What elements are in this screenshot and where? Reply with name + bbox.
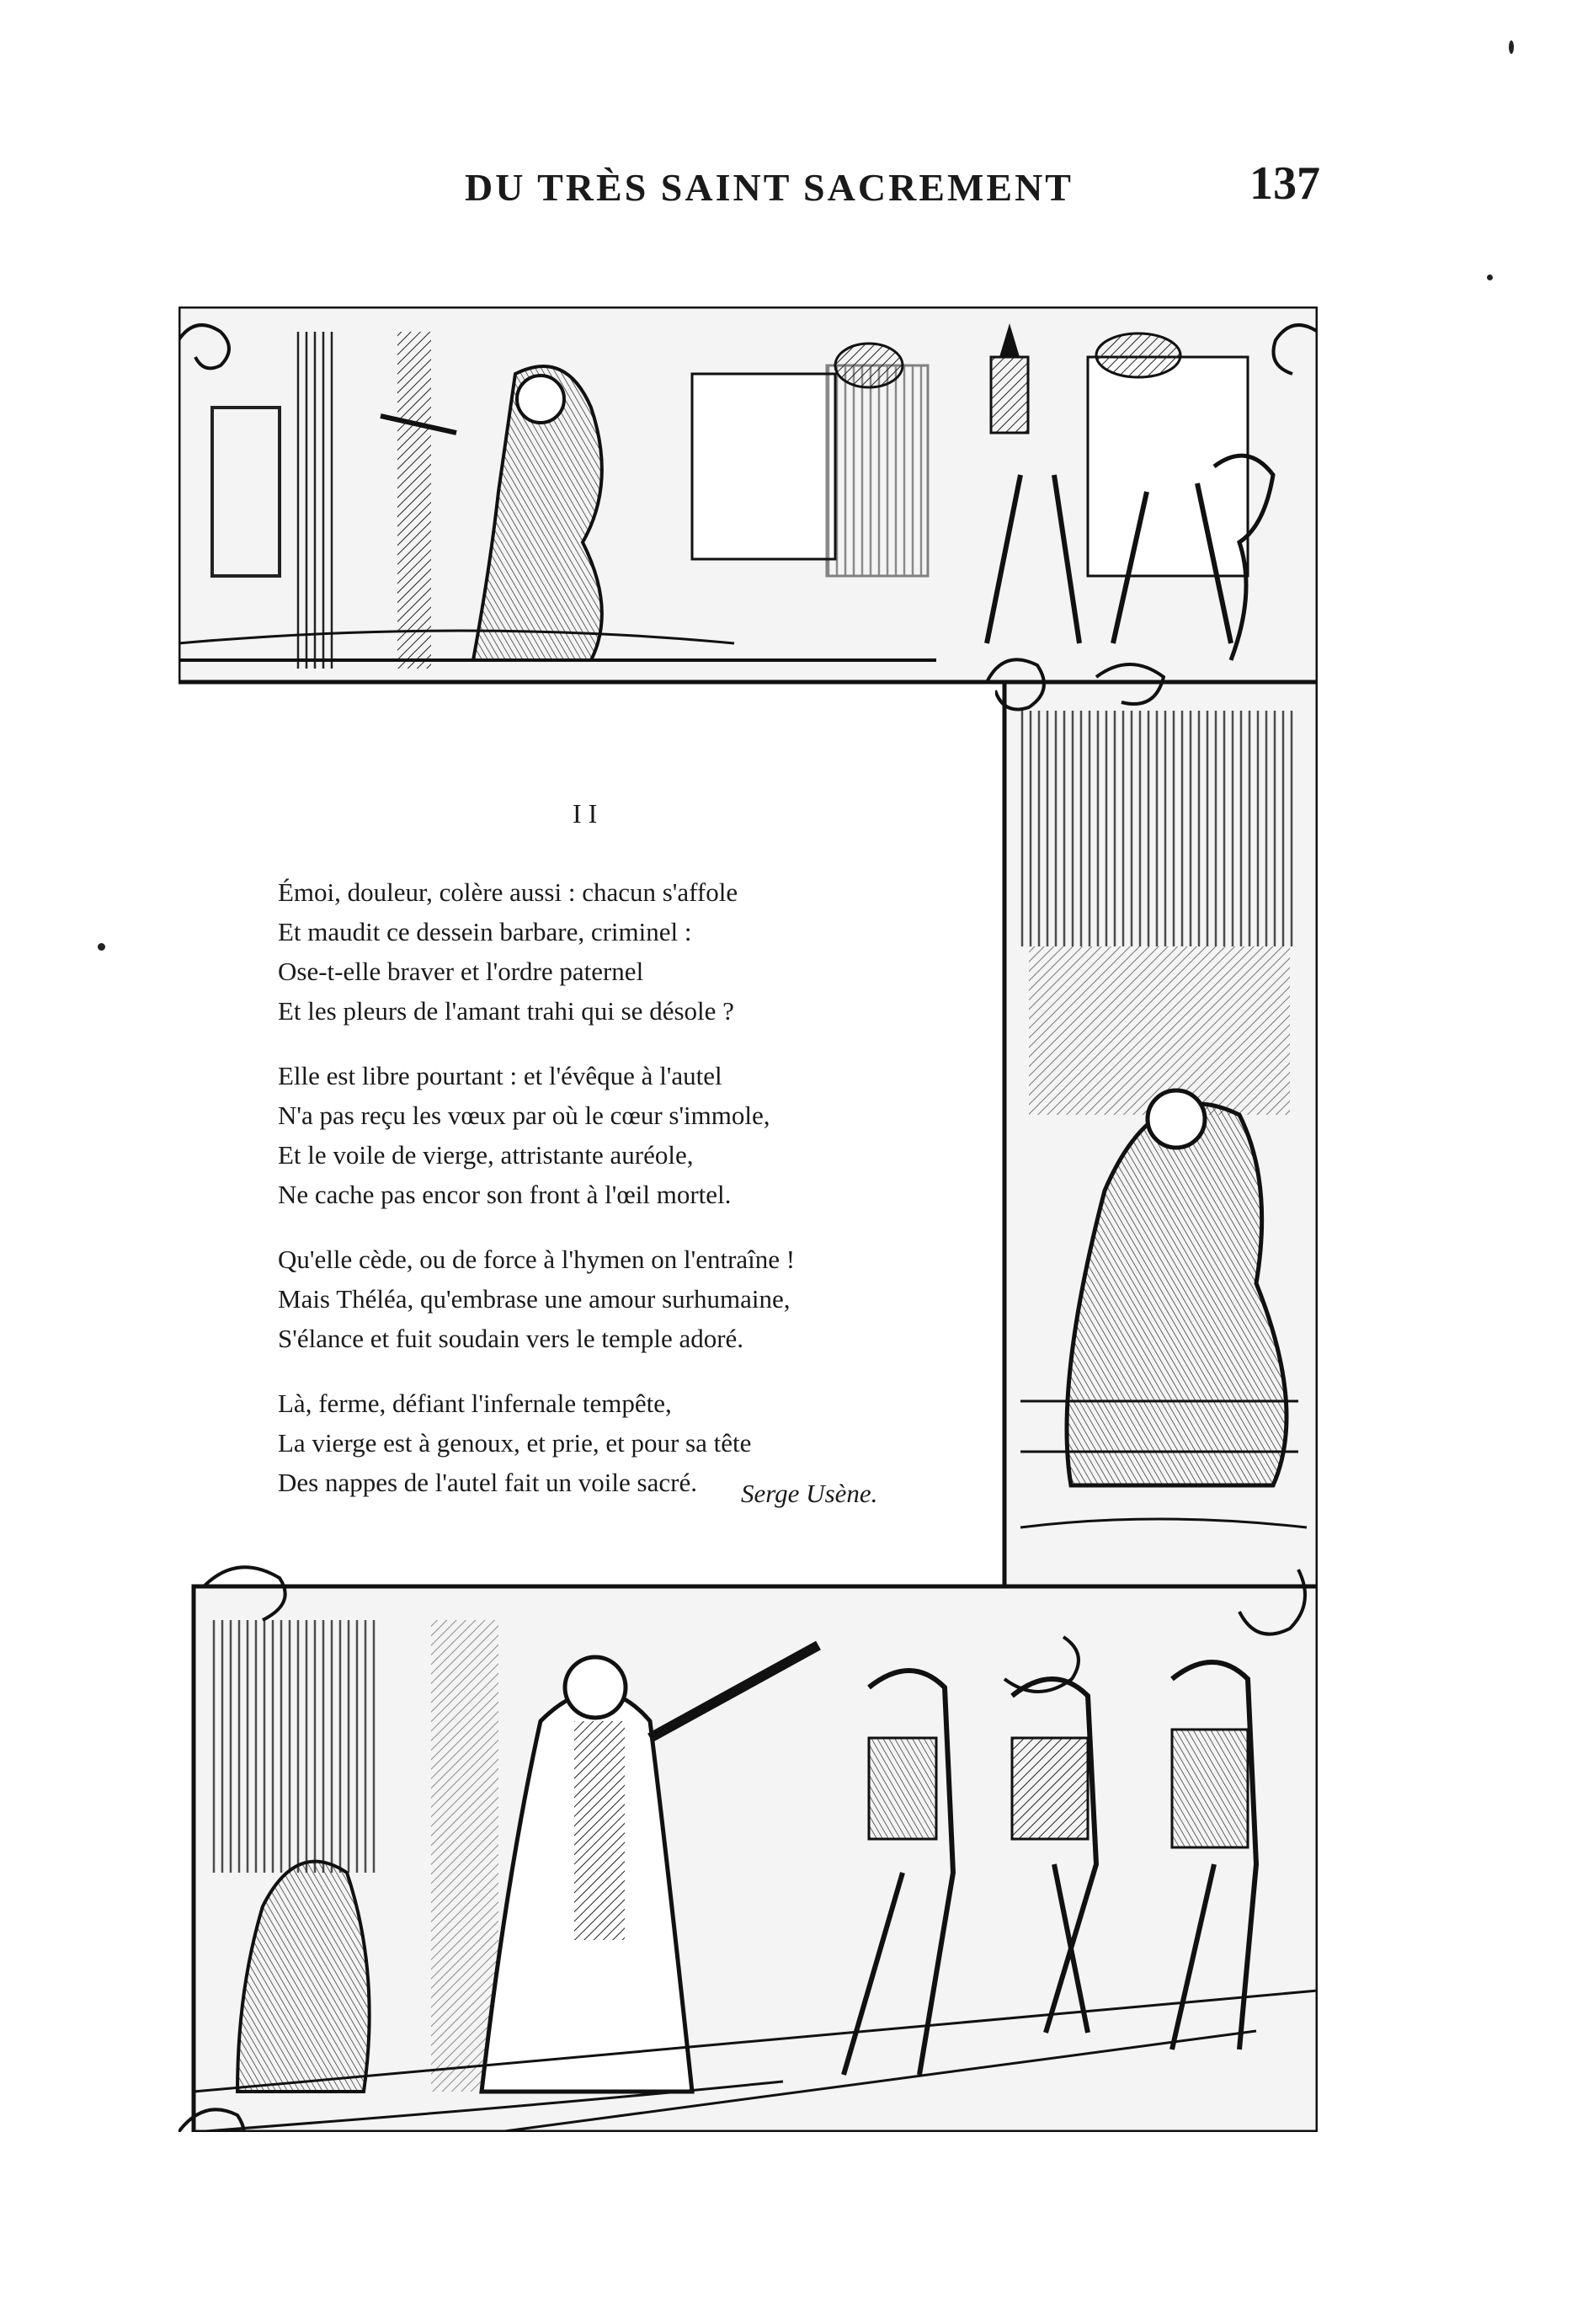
poem-line: N'a pas reçu les vœux par où le cœur s'immole, [278, 1101, 770, 1130]
poem-line: Ose-t-elle braver et l'ordre paternel [278, 957, 644, 986]
poem-line: Elle est libre pourtant : et l'évêque à l'autel [278, 1061, 722, 1090]
poem-line: Et les pleurs de l'amant trahi qui se désole ? [278, 996, 734, 1026]
part-number: II [573, 798, 605, 829]
poem-line: Et le voile de vierge, attristante auréole, [278, 1140, 694, 1170]
print-speck [98, 943, 105, 951]
poem-line: S'élance et fuit soudain vers le temple adoré. [278, 1324, 744, 1353]
stanza [278, 872, 951, 1031]
stanza [278, 1056, 951, 1214]
poem-line: Des nappes de l'autel fait un voile sacré. [278, 1468, 697, 1497]
poem-line: Là, ferme, défiant l'infernale tempête, [278, 1389, 672, 1418]
stanza [278, 1239, 951, 1358]
poem-line: Émoi, douleur, colère aussi : chacun s'affole [278, 877, 738, 907]
poem-line: Qu'elle cède, ou de force à l'hymen on l'entraîne ! [278, 1245, 796, 1274]
kneeling-virgin-scene [1004, 682, 1318, 1684]
poem-line: La vierge est à genoux, et prie, et pour sa tête [278, 1428, 752, 1458]
poem-text-panel [194, 689, 995, 1548]
page-number: 137 [1249, 157, 1320, 210]
author-signature: Serge Usène. [741, 1479, 878, 1508]
print-speck [1509, 40, 1514, 54]
poem-line: Ne cache pas encor son front à l'œil mortel. [278, 1180, 732, 1209]
fleeing-woman-scene [178, 306, 1318, 682]
poem-line: Et maudit ce dessein barbare, criminel : [278, 917, 692, 946]
print-speck [1487, 275, 1493, 280]
monk-and-soldiers-scene [194, 1586, 1318, 2132]
running-head: DU TRÈS SAINT SACREMENT [465, 166, 1074, 209]
poem-body [278, 872, 951, 1527]
poem-line: Mais Théléa, qu'embrase une amour surhumaine, [278, 1284, 791, 1314]
